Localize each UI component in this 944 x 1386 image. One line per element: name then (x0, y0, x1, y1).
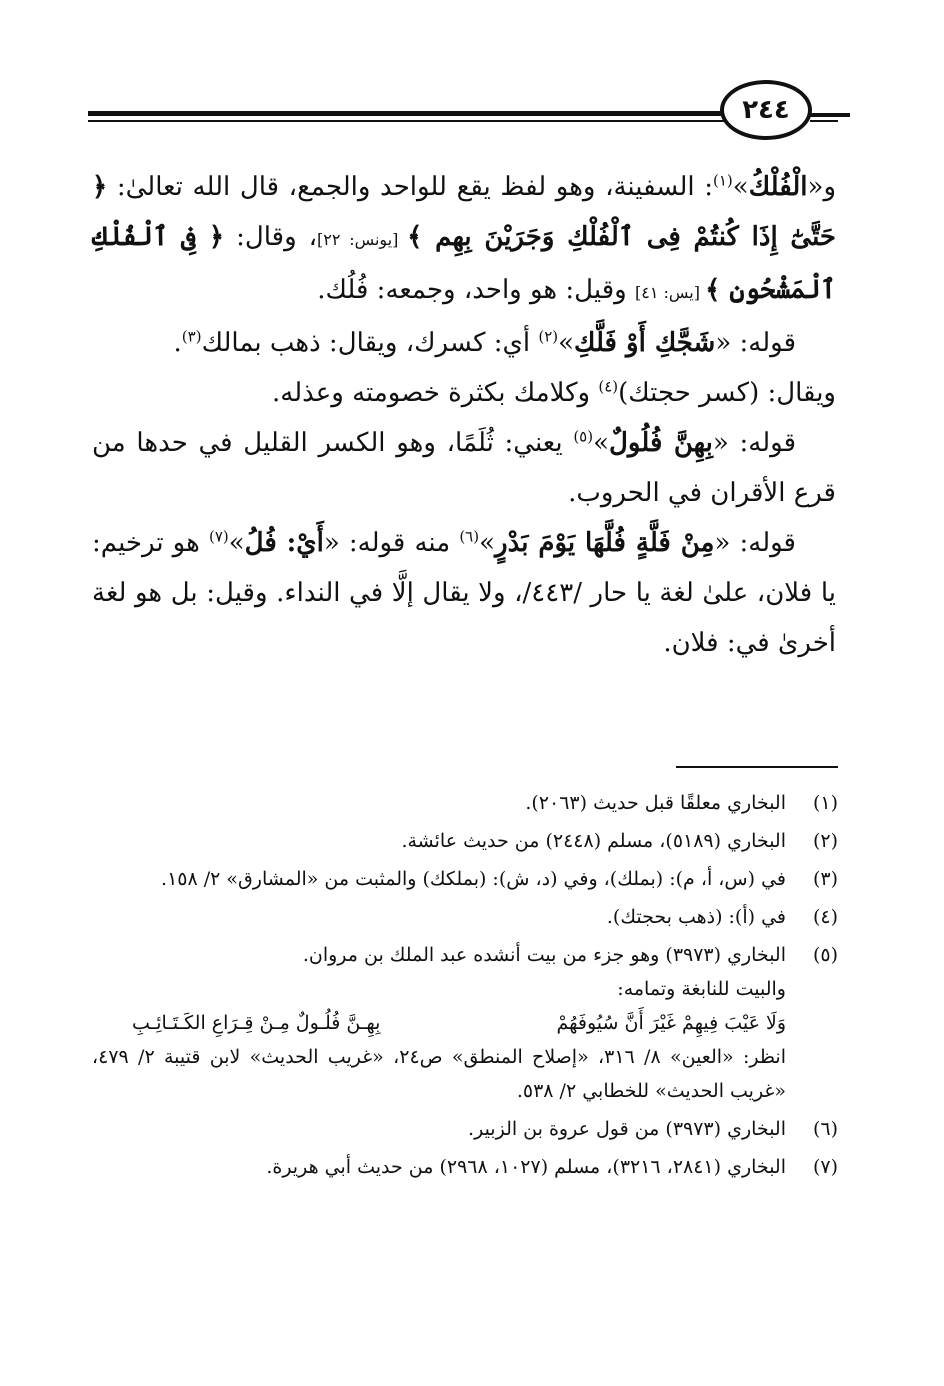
footnote-6 (92, 1112, 838, 1146)
footnote-number: (١) (812, 792, 838, 814)
paragraph-2 (92, 318, 836, 418)
footnote-text: في (أ): (ذهب بحجتك). (606, 906, 786, 928)
footnote-ref[interactable]: (٣) (181, 327, 202, 346)
text: ويقال: (كسر حجتك) (618, 378, 836, 408)
text: قوله: « (712, 428, 796, 458)
footnote-ref[interactable]: (٢) (538, 327, 559, 346)
footnote-ref[interactable]: (٦) (459, 527, 480, 546)
footnote-number: (٤) (812, 906, 838, 928)
footnote-2 (92, 824, 838, 858)
footnote-text: في (س، أ، م): (بملك)، وفي (د، ش): (بملكك) والمثبت من «المشارق» ٢/ ١٥٨. (161, 868, 786, 890)
main-text (92, 162, 836, 668)
footnote-1 (92, 786, 838, 820)
text: وكلامك بكثرة خصومته وعذله. (271, 378, 599, 408)
footnote-ref[interactable]: (٤) (598, 377, 619, 396)
footnote-number: (٥) (812, 944, 838, 966)
verse-hemistich-1: وَلَا عَيْبَ فِيهِمْ غَيْرَ أَنَّ سُيُوفَهُمْ (556, 1012, 786, 1034)
text: يعني: ثُلَمًا، وهو الكسر القليل في حدها من قرع الأقران في الحروب. (92, 428, 836, 508)
footnote-number: (٢) (812, 830, 838, 852)
footnote-number: (٧) (812, 1156, 838, 1178)
footnote-ref[interactable]: (٧) (208, 527, 229, 546)
text: قوله: « (714, 528, 796, 558)
verse-reference: [يس: ٤١] (634, 283, 706, 302)
verse-hemistich-2: بِهِـنَّ فُلُـولٌ مِـنْ قِـرَاعِ الكَـتَـائِـبِ (132, 1012, 381, 1034)
footnote-text: البخاري (٣٩٧٣) من قول عروة بن الزبير. (468, 1118, 786, 1140)
text: ، وقال: (224, 222, 317, 252)
header-rule-right-thin (810, 120, 838, 122)
footnote-text: انظر: «العين» ٨/ ٣١٦، «إصلاح المنطق» ص٢٤، «غريب الحديث» لابن قتيبة ٢/ ٤٧٩، «غريب الحديث» للخطابي ٢/ ٥٣٨. (92, 1046, 786, 1102)
footnote-number: (٦) (812, 1118, 838, 1140)
footnote-separator (676, 766, 838, 768)
paragraph-1 (92, 162, 836, 318)
footnote-text: البخاري (٣٩٧٣) وهو جزء من بيت أنشده عبد الملك بن مروان. (302, 944, 786, 966)
text: أي: كسرك، ويقال: ذهب بمالك (201, 328, 539, 358)
footnote-text: والبيت للنابغة وتمامه: (617, 978, 786, 1000)
footnotes (92, 786, 838, 1188)
footnote-5 (92, 938, 838, 1108)
footnote-ref[interactable]: (١) (713, 171, 733, 190)
text: وقيل: هو واحد، وجمعه: فُلُك. (317, 275, 635, 305)
text: : السفينة، وهو لفظ يقع للواحد والجمع، قال الله تعالىٰ: (107, 172, 713, 202)
text: هو ترخيم: يا فلان، علىٰ لغة يا حار /٤٤٣/، ولا يقال إلَّا في النداء. وقيل: بل هو لغة أخرىٰ في: فلان. (92, 528, 836, 658)
footnote-4 (92, 900, 838, 934)
footnote-text: البخاري معلقًا قبل حديث (٢٠٦٣). (525, 792, 786, 814)
page-number: ٢٤٤ (720, 80, 812, 140)
text: » (228, 528, 245, 558)
text: . (173, 328, 182, 358)
header-rule-thin (88, 120, 728, 122)
quran-verse: ﴿ حَتَّىٰٓ إِذَا كُنتُمْ فِى ٱلْفُلْكِ وَجَرَيْنَ بِهِم ﴾ (92, 172, 837, 252)
footnote-3 (92, 862, 838, 896)
text: منه قوله: « (323, 528, 460, 558)
footnote-text: البخاري (٥١٨٩)، مسلم (٢٤٤٨) من حديث عائشة. (401, 830, 786, 852)
text: و« (807, 172, 836, 202)
term: أَيْ: فُلُ (244, 528, 324, 558)
text: » (479, 528, 496, 558)
header-rule-right (810, 113, 850, 117)
footnote-7 (92, 1150, 838, 1184)
text: » (593, 428, 610, 458)
header-rule (88, 111, 728, 116)
poem-verse (92, 1006, 786, 1040)
paragraph-4 (92, 518, 836, 668)
page-header (88, 78, 848, 148)
footnote-number: (٣) (812, 868, 838, 890)
quran-verse: ﴿ فِى ٱلْفُلْكِ ٱلْمَشْحُونِ ﴾ (92, 222, 836, 305)
footnote-ref[interactable]: (٥) (573, 427, 594, 446)
verse-reference: [يونس: ٢٢] (316, 230, 408, 249)
text: » (732, 172, 749, 202)
term: الْفُلْكُ (748, 172, 808, 202)
term: مِنْ فَلَّةٍ فُلَّهَا يَوْمَ بَدْرٍ (495, 528, 715, 558)
footnote-text: البخاري (٢٨٤١، ٣٢١٦)، مسلم (١٠٢٧، ٢٩٦٨) من حديث أبي هريرة. (266, 1156, 786, 1178)
term: شَجَّكِ أَوْ فَلَّكِ (574, 328, 716, 358)
term: بِهِنَّ فُلُولٌ (609, 428, 713, 458)
text: قوله: « (715, 328, 796, 358)
paragraph-3 (92, 418, 836, 518)
text: » (558, 328, 575, 358)
